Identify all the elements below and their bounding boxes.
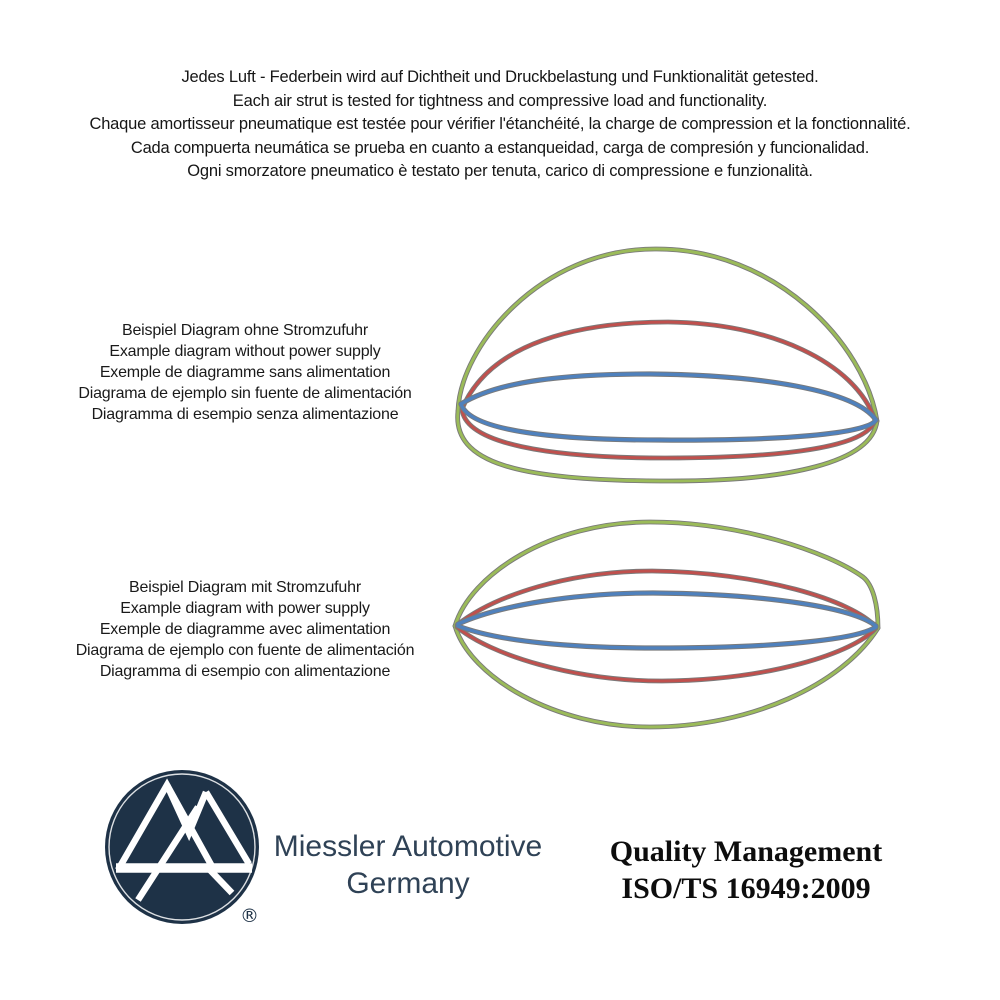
header-text-block [0,66,1000,184]
lens-blue-bottom-outline [458,626,876,648]
dome-green-top-outline [458,249,877,421]
dome-blue-top-outline [461,374,876,420]
lens-red-top-outline [457,571,876,627]
lens-blue-top-outline [458,593,876,626]
lens-red-top-curve [457,571,876,627]
lens-green-top-outline [455,522,878,628]
caption1-line-fr: Exemple de diagramme sans alimentation [99,364,391,381]
brand-name: Miessler Automotive [273,830,543,863]
caption1-line-it: Diagramma di esempio senza alimentazione [91,406,399,423]
miessler-logo [102,766,267,931]
caption-with-power [40,577,450,682]
caption1-line-de: Beispiel Diagram ohne Stromzufuhr [122,322,368,339]
diagram-without-power [440,232,900,500]
lens-blue-bottom-curve [458,626,876,648]
dome-trace-group [458,249,877,481]
diagram-with-power [440,505,900,740]
caption2-line-fr: Exemple de diagramme avec alimentation [99,621,391,638]
caption-without-power [40,320,450,425]
header-line-es: Cada compuerta neumática se prueba en cuanto a estanqueidad, carga de compresión y funcionalidad. [130,138,870,157]
lens-trace-group [455,522,878,727]
caption2-line-it: Diagramma di esempio con alimentazione [99,663,391,680]
dome-red-top-curve [462,322,875,420]
quality-text-block [590,833,902,907]
caption2-line-en: Example diagram with power supply [120,600,370,617]
lens-blue-top-curve [458,593,876,626]
header-line-fr: Chaque amortisseur pneumatique est testée pour vérifier l'étanchéité, la charge de compression et la fonctionnalité. [89,115,911,133]
caption1-line-en: Example diagram without power supply [109,343,381,360]
header-line-de: Jedes Luft - Federbein wird auf Dichtheit und Druckbelastung und Funktionalität getested. [181,68,819,86]
brand-country: Germany [346,867,470,900]
dome-blue-bottom-curve [461,404,876,440]
caption2-line-es: Diagrama de ejemplo con fuente de alimentación [75,642,415,659]
dome-green-top-curve [458,249,877,421]
lens-red-bottom-outline [457,627,876,681]
brand-text-block [262,828,554,902]
registered-trademark-icon: ® [240,905,259,927]
header-line-en: Each air strut is tested for tightness and compressive load and functionality. [232,91,768,110]
header-line-it: Ogni smorzatore pneumatico è testato per tenuta, carico di compressione e funzionalità. [187,162,813,180]
quality-standard: ISO/TS 16949:2009 [621,872,871,905]
quality-title: Quality Management [609,835,883,868]
caption2-line-de: Beispiel Diagram mit Stromzufuhr [129,579,361,596]
dome-red-top-outline [462,322,875,420]
lens-red-bottom-curve [457,627,876,681]
lens-green-top-curve [455,522,878,628]
caption1-line-es: Diagrama de ejemplo sin fuente de alimentación [78,385,412,402]
